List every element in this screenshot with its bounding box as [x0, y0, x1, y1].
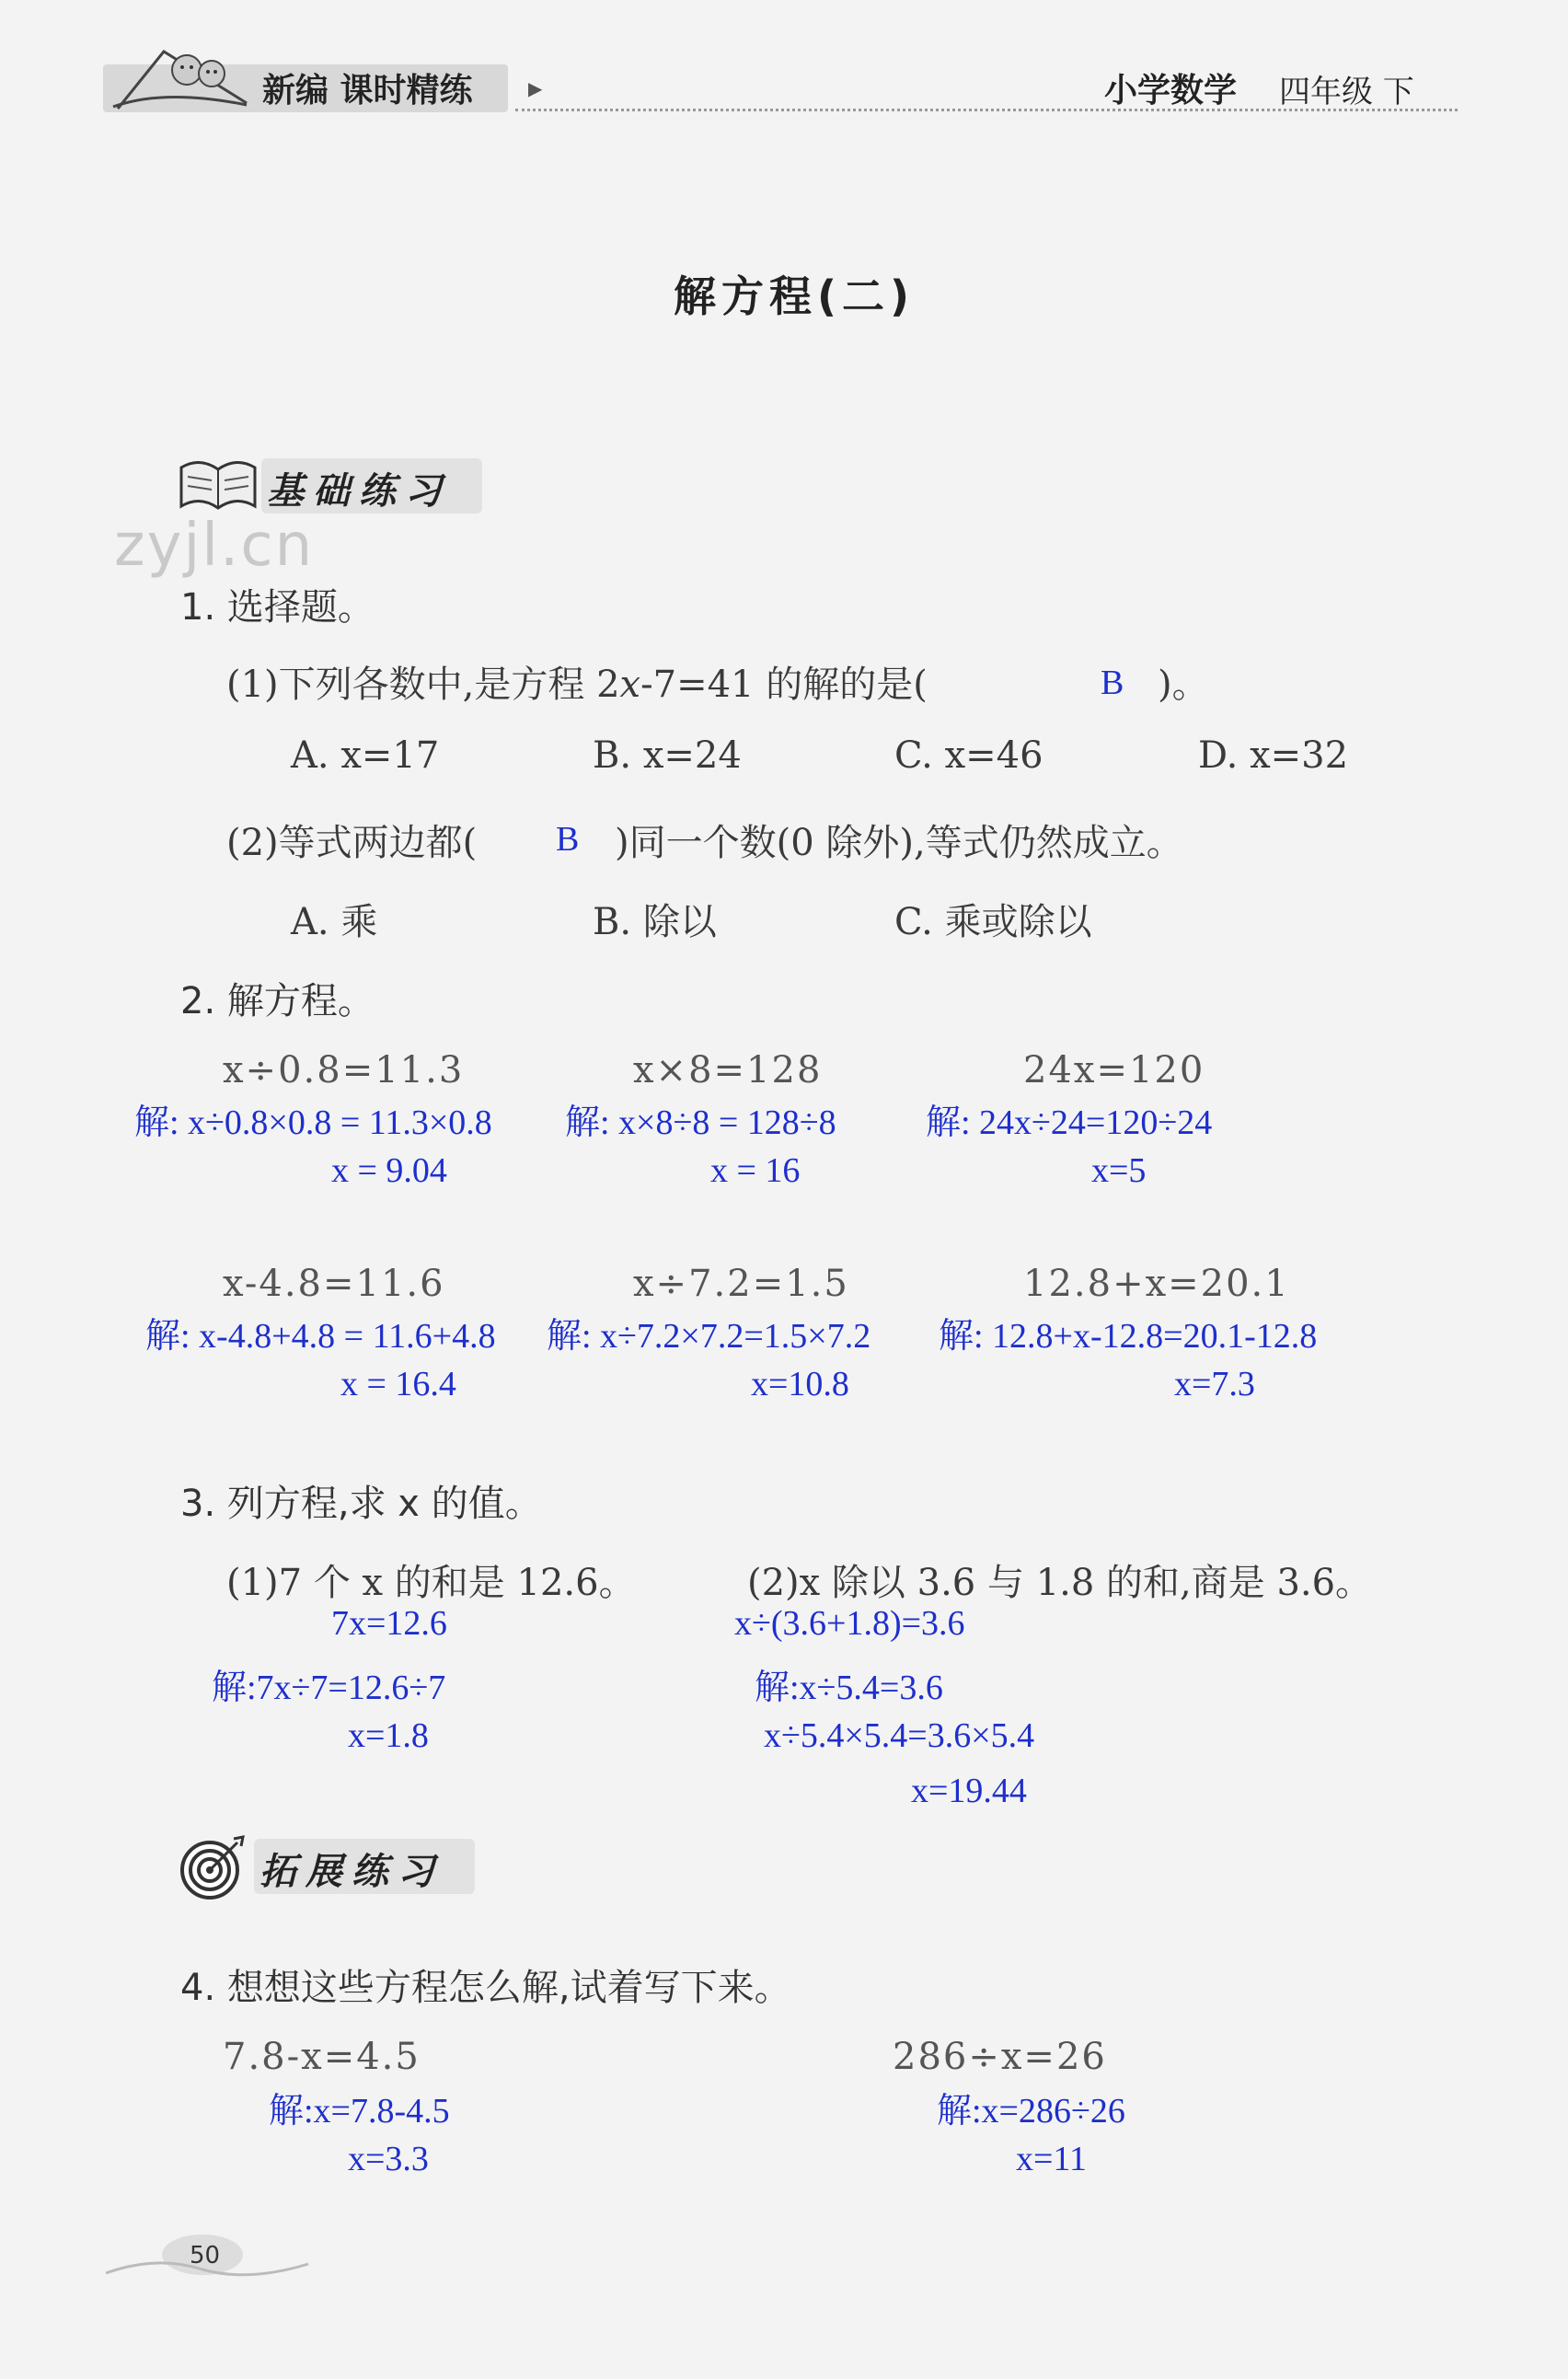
q4-line-2-2: x=11	[1016, 2140, 1088, 2178]
q2-eq-4: x-4.8=11.6	[223, 1263, 445, 1305]
q3-heading: 3. 列方程,求 x 的值。	[180, 1483, 542, 1525]
q3-sub1-line-2: 解:7x÷7=12.6÷7	[212, 1669, 446, 1707]
q2-result-5: x=10.8	[751, 1365, 849, 1403]
q4-eq-1: 7.8-x=4.5	[223, 2036, 421, 2078]
q2-eq-2: x×8=128	[633, 1049, 823, 1091]
q2-heading: 2. 解方程。	[180, 980, 375, 1022]
q1-sub2-prompt: (2)等式两边都(	[226, 822, 478, 864]
q4-line-1-1: 解:x=7.8-4.5	[269, 2092, 450, 2131]
q3-sub2-line-1: x÷(3.6+1.8)=3.6	[734, 1604, 965, 1643]
q2-step-2: 解: x×8÷8 = 128÷8	[565, 1103, 836, 1142]
q2-result-6: x=7.3	[1174, 1365, 1255, 1403]
q4-line-2-1: 解:x=286÷26	[937, 2092, 1125, 2131]
watermark: zyjl.cn	[114, 512, 315, 580]
q4-eq-2: 286÷x=26	[893, 2036, 1107, 2078]
q1-sub1-option-d: D. x=32	[1198, 734, 1349, 777]
q2-eq-5: x÷7.2=1.5	[633, 1263, 849, 1305]
q3-sub2-line-4: x=19.44	[911, 1772, 1027, 1810]
q3-sub2-prompt: (2)x 除以 3.6 与 1.8 的和,商是 3.6。	[747, 1562, 1373, 1604]
target-icon	[177, 1831, 250, 1905]
q2-step-1: 解: x÷0.8×0.8 = 11.3×0.8	[134, 1103, 492, 1142]
q1-sub2-option-b: B. 除以	[593, 901, 717, 943]
q1-sub1-prompt: (1)下列各数中,是方程 2x-7=41 的解的是(	[226, 664, 928, 706]
page-number: 50	[190, 2242, 221, 2269]
header-arrow-icon: ▶	[528, 77, 543, 99]
section-extend-label: 拓展练习	[259, 1851, 444, 1893]
q4-line-1-2: x=3.3	[348, 2140, 429, 2178]
q1-sub2-option-a: A. 乘	[291, 901, 378, 943]
q2-result-2: x = 16	[710, 1151, 801, 1190]
q1-sub1-option-c: C. x=46	[894, 734, 1043, 777]
q1-sub2-rest: )同一个数(0 除外),等式仍然成立。	[615, 822, 1183, 864]
q2-eq-6: 12.8+x=20.1	[1023, 1263, 1290, 1305]
q1-sub2-option-c: C. 乘或除以	[894, 901, 1092, 943]
q3-sub2-line-3: x÷5.4×5.4=3.6×5.4	[764, 1716, 1035, 1755]
q2-step-6: 解: 12.8+x-12.8=20.1-12.8	[939, 1317, 1318, 1356]
q1-sub1-close: )。	[1158, 664, 1209, 706]
section-basic-label: 基础练习	[267, 470, 451, 513]
book-logo-icon	[109, 33, 256, 116]
book-name: 新编 课时精练	[262, 72, 473, 110]
q3-sub2-line-2: 解:x÷5.4=3.6	[755, 1669, 943, 1707]
q1-sub1-option-b: B. x=24	[593, 734, 742, 777]
q2-step-4: 解: x-4.8+4.8 = 11.6+4.8	[145, 1317, 496, 1356]
q1-sub1-answer: B	[1101, 664, 1124, 702]
page-title: 解方程(二)	[674, 271, 916, 321]
book-icon	[177, 449, 259, 514]
q2-result-3: x=5	[1091, 1151, 1147, 1190]
q3-sub1-line-3: x=1.8	[348, 1716, 429, 1755]
q4-heading: 4. 想想这些方程怎么解,试着写下来。	[180, 1967, 791, 2009]
q3-sub1-line-1: 7x=12.6	[331, 1604, 447, 1643]
q2-step-3: 解: 24x÷24=120÷24	[926, 1103, 1213, 1142]
q3-sub1-prompt: (1)7 个 x 的和是 12.6。	[226, 1562, 636, 1604]
q1-heading: 1. 选择题。	[180, 586, 375, 629]
q1-sub1-option-a: A. x=17	[291, 734, 440, 777]
q2-result-4: x = 16.4	[340, 1365, 456, 1403]
q2-eq-3: 24x=120	[1023, 1049, 1205, 1091]
q2-eq-1: x÷0.8=11.3	[223, 1049, 465, 1091]
q1-sub2-answer: B	[556, 820, 580, 859]
grade-label: 四年级 下	[1279, 74, 1414, 110]
q2-step-5: 解: x÷7.2×7.2=1.5×7.2	[547, 1317, 871, 1356]
subject-label: 小学数学	[1104, 72, 1238, 110]
q2-result-1: x = 9.04	[331, 1151, 447, 1190]
